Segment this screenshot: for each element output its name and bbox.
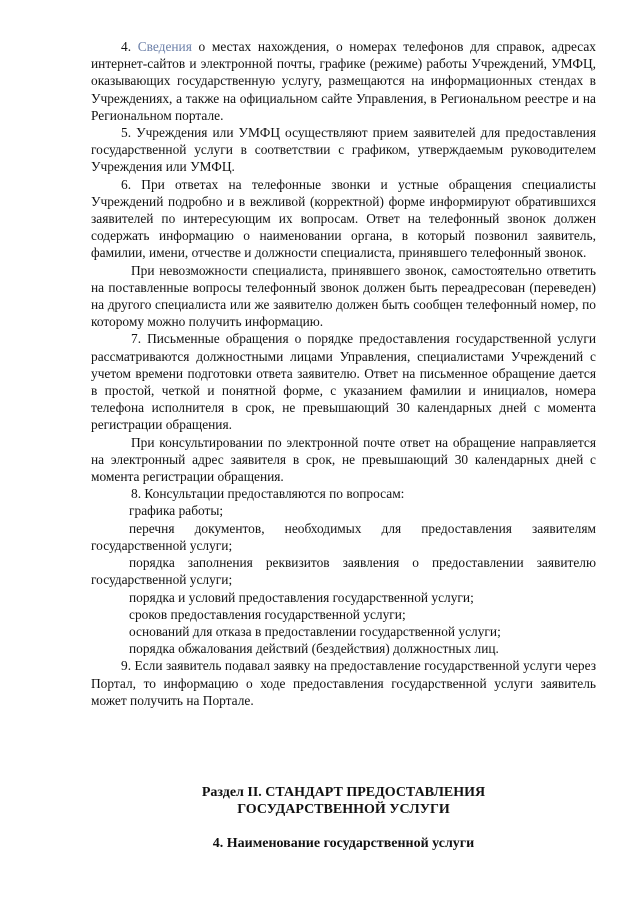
paragraph-8: 8. Консультации предоставляются по вопросам:: [131, 486, 405, 502]
list-item: перечня документов, необходимых для предоставления заявителям государственной услуги;: [91, 520, 596, 553]
highlighted-word: Сведения: [137, 39, 192, 54]
paragraph-7: 7. Письменные обращения о порядке предоставления государственной услуги рассматриваются должностными лицами Управления, специалистами Учреждений с учетом времени подготовки ответа заявителю. Ответ на письменное обращение дается в простой, четкой и понятной форме, с указанием фамилии и инициалов, номера телефона исполнителя в срок, не превышающий 30 календарных дней с момента регистрации обращения.: [91, 331, 596, 433]
subsection-title: 4. Наименование государственной услуги: [212, 836, 475, 851]
document-body: [91, 38, 596, 709]
list-item: сроков предоставления государственной услуги;: [129, 606, 406, 622]
paragraph-4: [91, 38, 596, 124]
section-title-line-1: Раздел II. СТАНДАРТ ПРЕДОСТАВЛЕНИЯ: [201, 785, 486, 800]
paragraph-9: 9. Если заявитель подавал заявку на предоставление государственной услуги через Портал, то информацию о ходе предоставления государственной услуги заявитель может получить на Портале.: [91, 658, 596, 708]
list-item: порядка обжалования действий (бездействия) должностных лиц.: [129, 641, 499, 657]
list-item: порядка заполнения реквизитов заявления о предоставлении заявителю государственной услуги;: [91, 555, 596, 588]
list-item: графика работы;: [129, 503, 224, 519]
paragraph-7-continued: При консультировании по электронной почте ответ на обращение направляется на электронный адрес заявителя в срок, не превышающий 30 календарных дней с момента регистрации обращения.: [91, 434, 596, 485]
paragraph-6: 6. При ответах на телефонные звонки и устные обращения специалисты Учреждений подробно и в вежливой (корректной) форме информируют обратившихся заявителей по интересующим их вопросам. Ответ на телефонный звонок должен содержать информацию о наименовании органа, в который позвонил заявитель, фамилии, имени, отчестве и должности специалиста, принявшего телефонный звонок.: [91, 176, 596, 261]
paragraph-5: 5. Учреждения или УМФЦ осуществляют прием заявителей для предоставления государственной услуги в соответствии с графиком, утверждаемым руководителем Учреждения или УМФЦ.: [91, 125, 596, 175]
section-title: [91, 784, 596, 818]
paragraph-6-continued: При невозможности специалиста, принявшего звонок, самостоятельно ответить на поставленные вопросы телефонный звонок должен быть переадресован (переведен) на другого специалиста или же заявителю должен быть сообщен телефонный номер, по которому можно получить информацию.: [91, 262, 596, 330]
paragraph-text: о местах нахождения, о номерах телефонов для справок, адресах интернет-сайтов и электронной почты, графике (режиме) работы Учреждений, УМФЦ, оказывающих государственную услугу, размещаются на информационных стендах в Учреждениях, а также на официальном сайте Управления, в Региональном реестре и на Региональном портале.: [91, 39, 596, 123]
list-item: порядка и условий предоставления государственной услуги;: [129, 589, 474, 605]
section-title-line-2: ГОСУДАРСТВЕННОЙ УСЛУГИ: [237, 802, 450, 817]
list-item: оснований для отказа в предоставлении государственной услуги;: [129, 623, 501, 639]
paragraph-number: 4.: [121, 39, 132, 54]
